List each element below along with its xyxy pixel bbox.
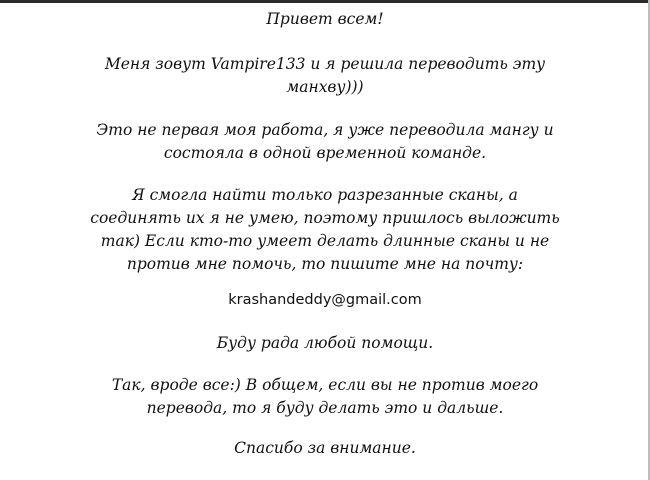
request-line-2: соединять их я не умею, поэтому пришлось выложить	[90, 209, 560, 227]
email-address: krashandeddy@gmail.com	[228, 292, 422, 308]
greeting-line: Привет всем!	[266, 10, 384, 28]
request-line-4: против мне помочь, то пишите мне на почту:	[126, 255, 524, 273]
thanks-line: Спасибо за внимание.	[234, 439, 416, 457]
help-line: Буду рада любой помощи.	[216, 334, 434, 352]
request-line-1: Я смогла найти только разрезанные сканы, а	[132, 186, 518, 204]
closing-line-1: Так, вроде все:) В общем, если вы не против моего	[111, 376, 539, 394]
intro-line-2: манхву)))	[286, 78, 364, 96]
experience-line-2: состояла в одной временной команде.	[163, 144, 487, 162]
request-line-3: так) Если кто-то умеет делать длинные сканы и не	[100, 232, 550, 250]
experience-line-1: Это не первая моя работа, я уже переводила мангу и	[96, 121, 554, 139]
closing-line-2: перевода, то я буду делать это и дальше.	[146, 399, 504, 417]
intro-line-1: Меня зовут Vampire133 и я решила переводить эту	[104, 55, 546, 73]
